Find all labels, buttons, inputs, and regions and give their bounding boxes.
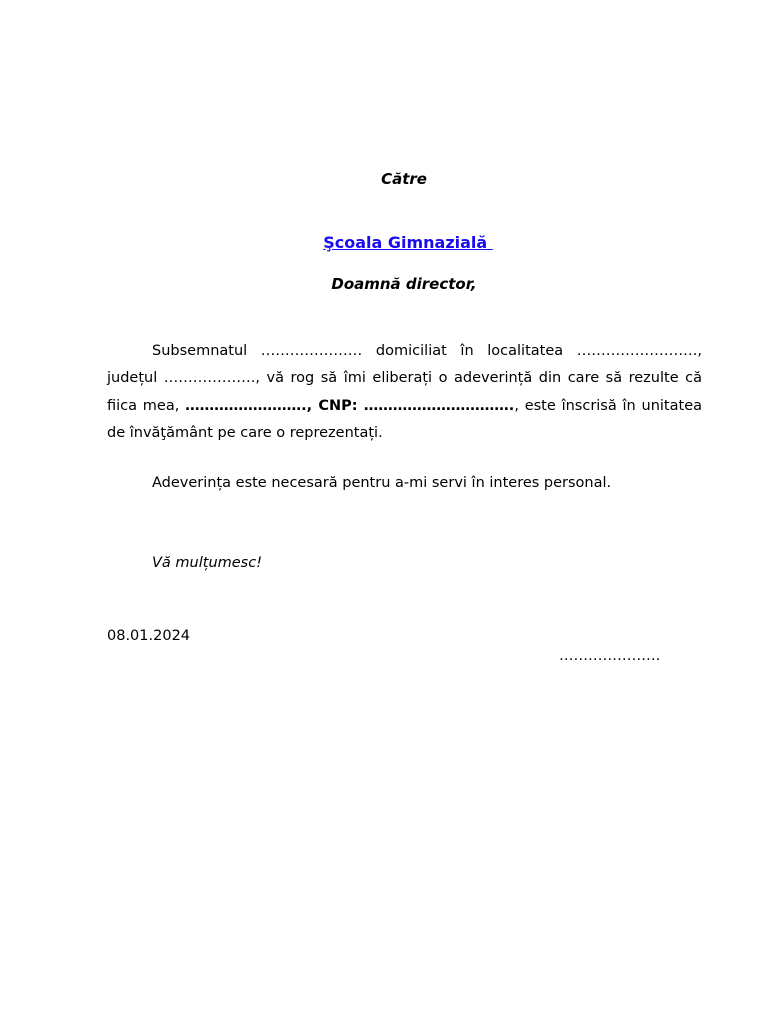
request-paragraph — [107, 338, 702, 447]
child-name-cnp-fields: ……………………., CNP: …………………………. — [185, 397, 515, 414]
date: 08.01.2024 — [107, 628, 191, 644]
salutation: Doamnă director, — [331, 275, 477, 293]
school-name-link[interactable]: Şcoala Gimnazială — [323, 233, 493, 252]
request-text-part3: , este înscrisă în unitatea de învăţământ pe care o reprezentați. — [107, 397, 702, 441]
signature-line: ………………… — [559, 648, 661, 664]
thanks-line: Vă mulțumesc! — [152, 555, 263, 571]
purpose-paragraph: Adeverința este necesară pentru a-mi servi în interes personal. — [152, 475, 612, 491]
request-text-part1: Subsemnatul ………………… domiciliat în localitatea ……………………., județul ………………., vă rog să îmi eliberați o adeverință din care să rezulte că fiica mea, — [107, 343, 702, 414]
recipient-heading: Către — [381, 170, 427, 188]
